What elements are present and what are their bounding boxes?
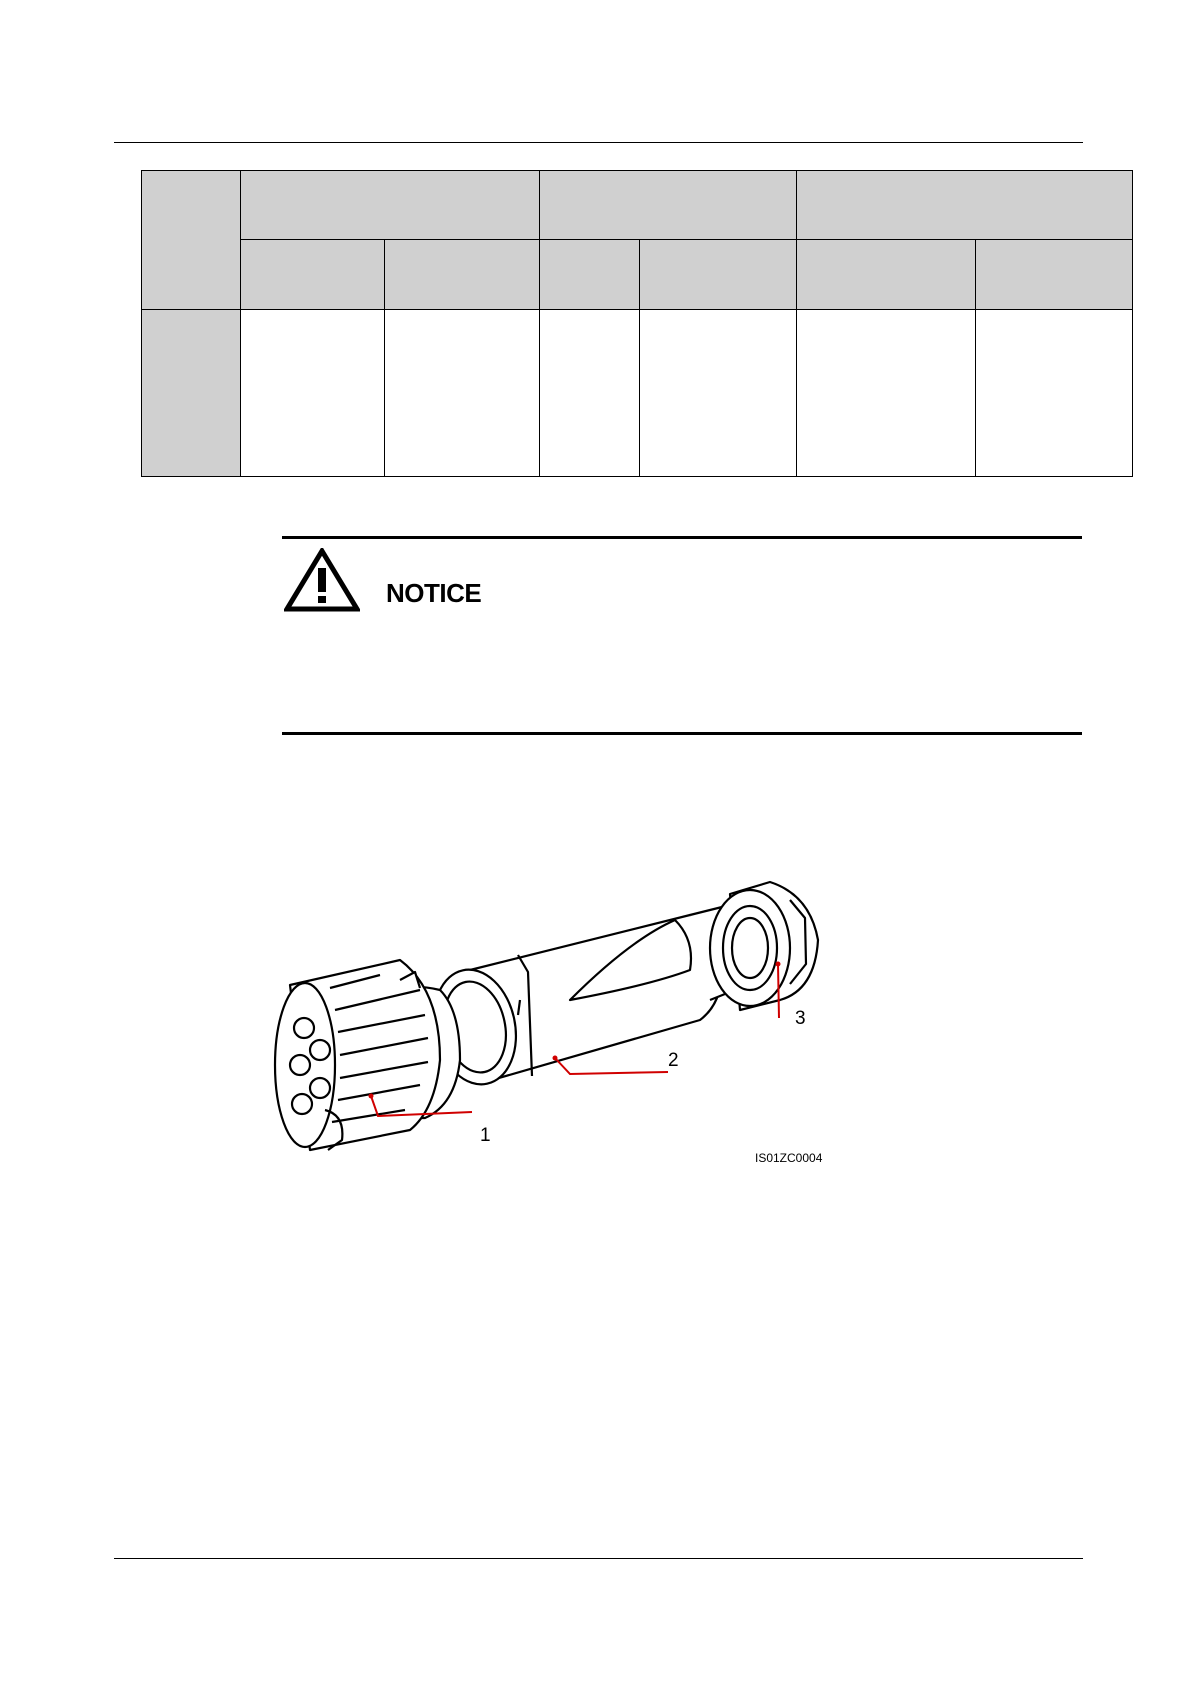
table-cell xyxy=(975,309,1133,477)
table-subheader-cell xyxy=(796,239,976,310)
table-subheader-cell xyxy=(975,239,1133,310)
table-cell xyxy=(639,309,797,477)
table-header-cell xyxy=(141,170,241,310)
callout-label-3: 3 xyxy=(795,1008,806,1029)
table-header-cell xyxy=(796,170,1133,240)
figure-id: IS01ZC0004 xyxy=(755,1151,823,1165)
table-subheader-cell xyxy=(240,239,385,310)
table-header-cell xyxy=(240,170,540,240)
table-cell xyxy=(384,309,540,477)
connector-exploded-figure xyxy=(270,860,850,1180)
callout-label-2: 2 xyxy=(668,1050,679,1071)
spec-table xyxy=(141,170,1133,477)
table-subheader-cell xyxy=(639,239,797,310)
table-cell xyxy=(539,309,640,477)
footer-rule xyxy=(114,1558,1083,1559)
header-rule xyxy=(114,142,1083,143)
table-cell xyxy=(240,309,385,477)
warning-triangle-icon xyxy=(284,548,360,612)
table-header-cell xyxy=(539,170,797,240)
notice-top-rule xyxy=(282,536,1082,539)
table-subheader-cell xyxy=(539,239,640,310)
table-cell xyxy=(796,309,976,477)
table-subheader-cell xyxy=(384,239,540,310)
table-row-header-cell xyxy=(141,309,241,477)
notice-bottom-rule xyxy=(282,732,1082,735)
callout-label-1: 1 xyxy=(480,1125,491,1146)
notice-title: NOTICE xyxy=(386,578,482,608)
